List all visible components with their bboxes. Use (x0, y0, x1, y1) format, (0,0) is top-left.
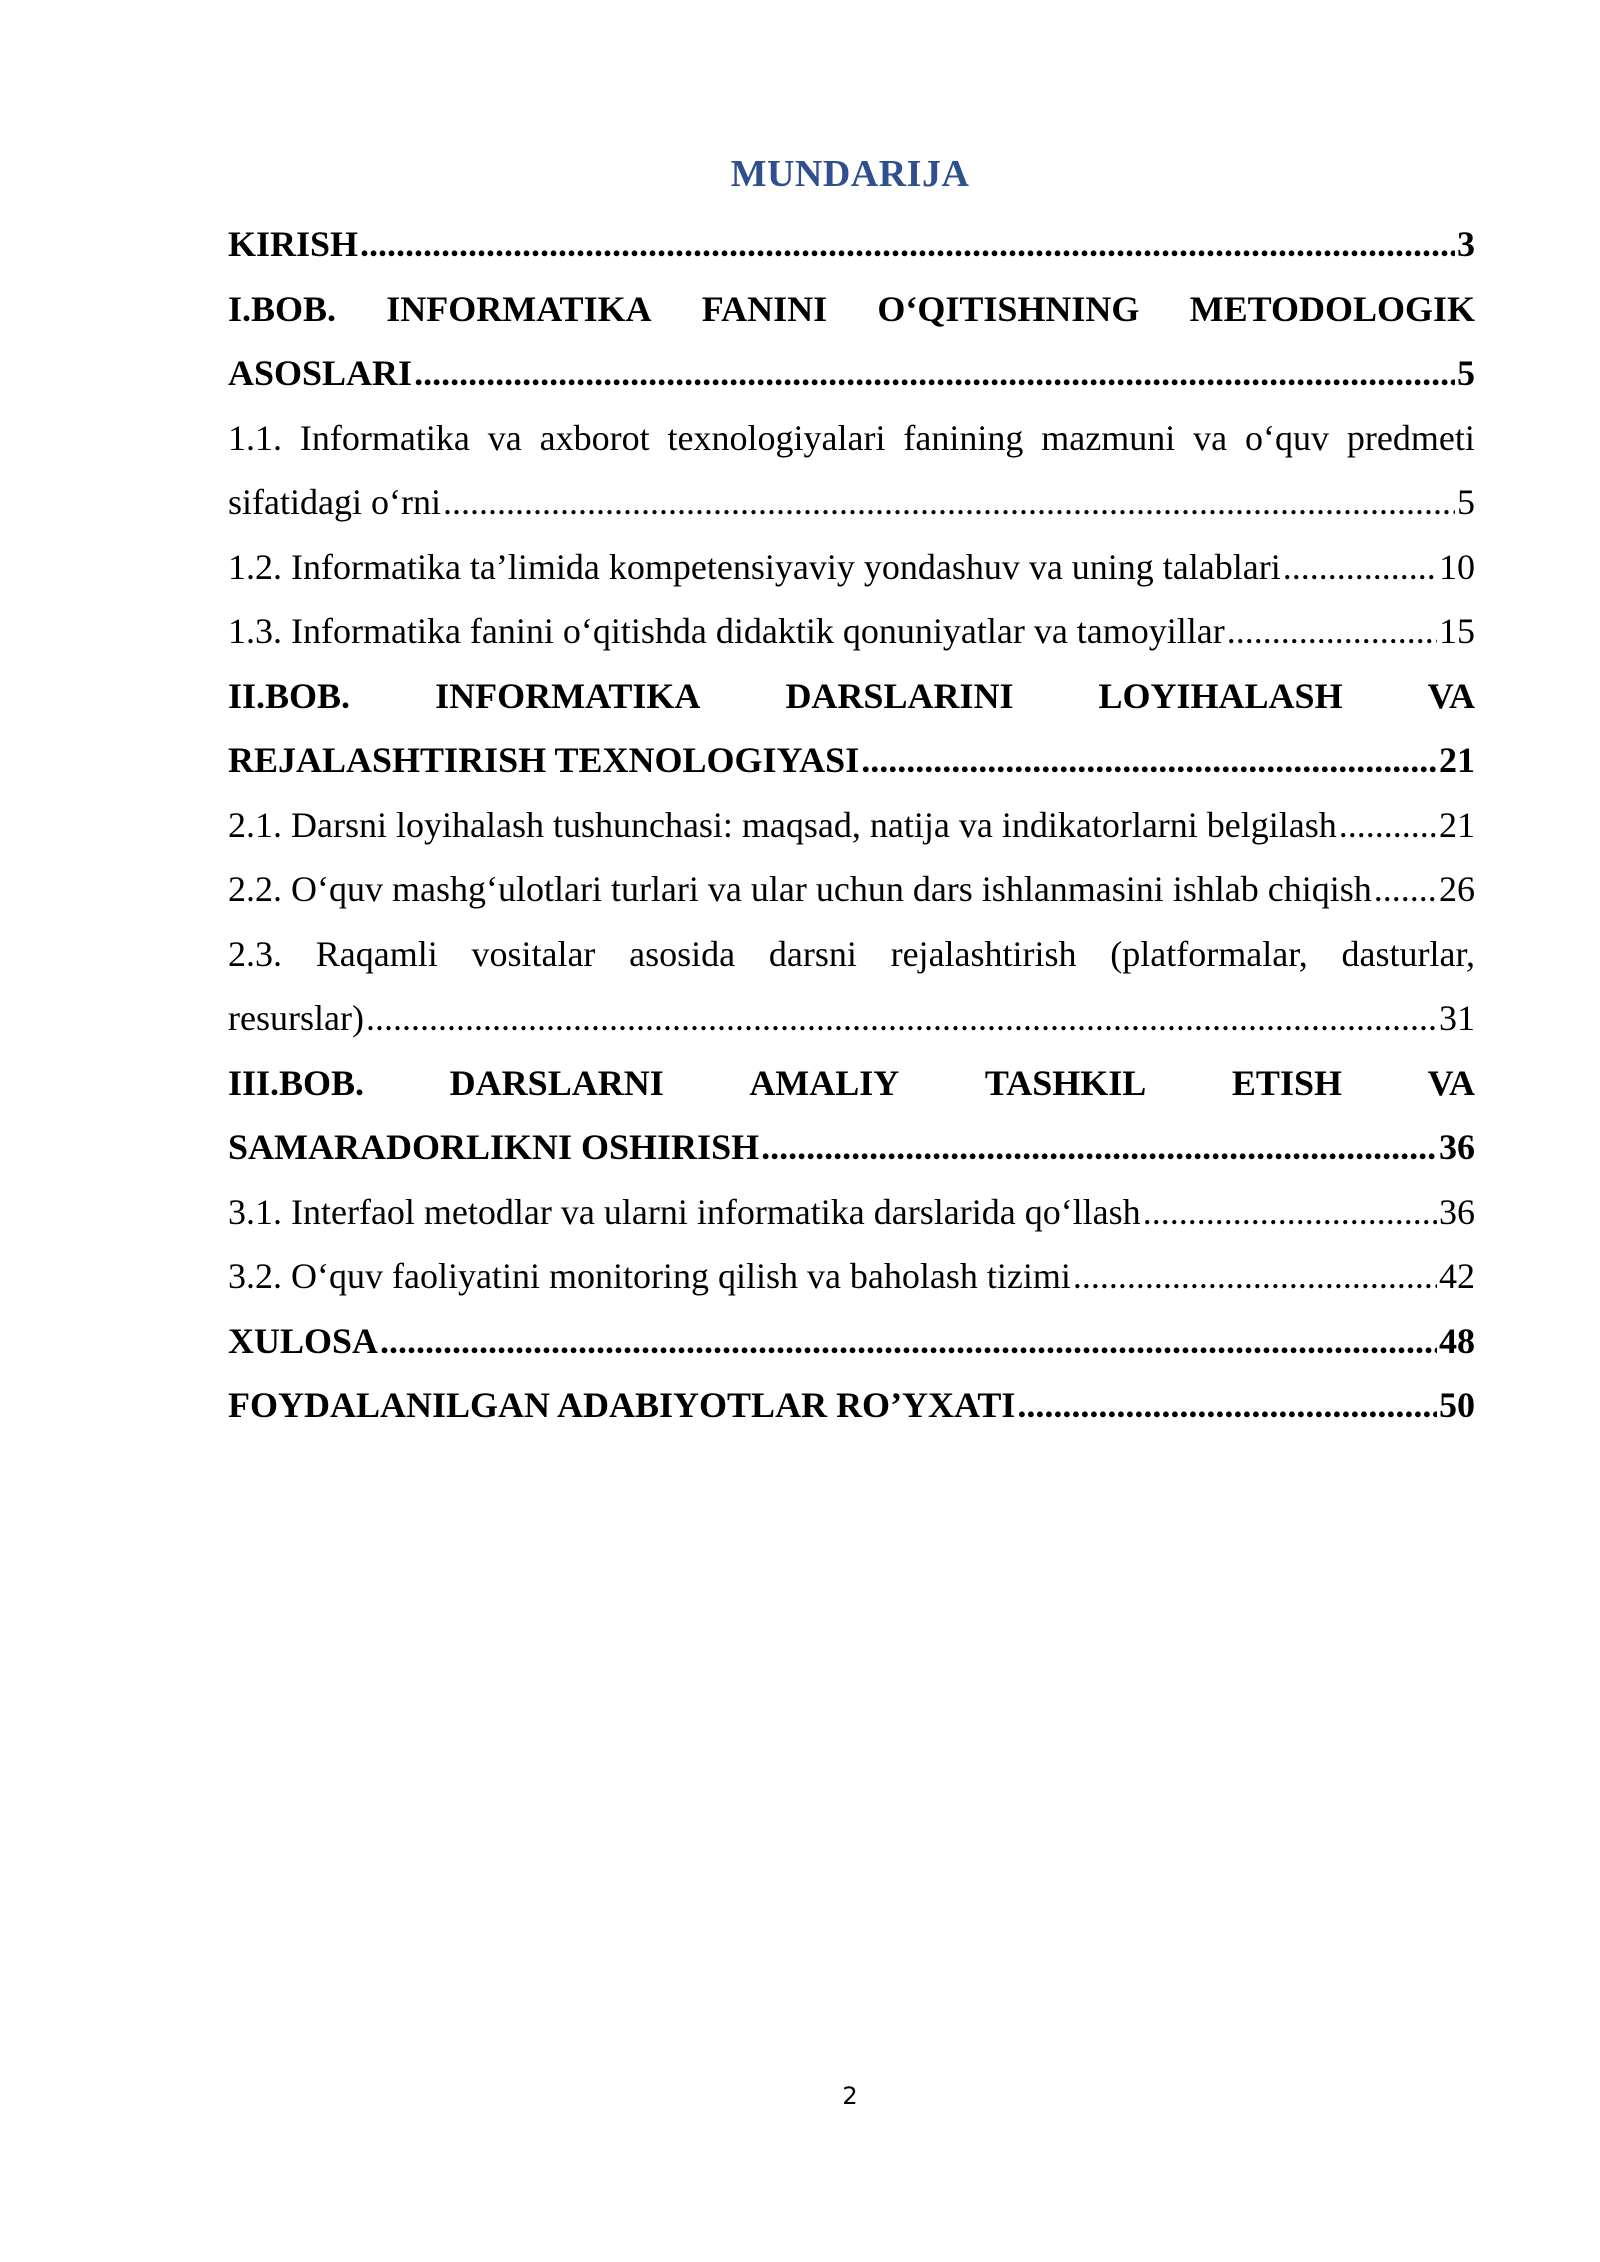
toc-entry-2-3[interactable] (228, 922, 1475, 1051)
toc-entry-label: 2.1. Darsni loyihalash tushunchasi: maqsad, natija va indikatorlarni belgilash (228, 804, 1337, 845)
toc-word: INFORMATIKA (435, 675, 701, 716)
toc-word: DARSLARINI (785, 675, 1014, 716)
dot-leader (414, 341, 1455, 406)
toc-word: INFORMATIKA (386, 288, 652, 329)
toc-entry-3-1[interactable] (228, 1180, 1475, 1245)
dot-leader (1073, 1244, 1437, 1309)
dot-leader (366, 986, 1437, 1051)
dot-leader (1017, 1373, 1437, 1438)
toc-entry-label: 2.2. O‘quv mashg‘ulotlari turlari va ular uchun dars ishlanmasini ishlab chiqish (228, 869, 1372, 909)
toc-entry-page: 5 (1457, 353, 1475, 393)
table-of-contents (228, 212, 1475, 1438)
toc-entry-xulosa[interactable] (228, 1309, 1475, 1374)
toc-word: LOYIHALASH (1098, 675, 1343, 716)
toc-entry-label: REJALASHTIRISH TEXNOLOGIYASI (228, 740, 860, 780)
toc-entry-page: 21 (1439, 740, 1475, 780)
toc-word: Informatika (299, 417, 470, 458)
toc-word: TASHKIL (984, 1062, 1147, 1103)
toc-entry-bob3[interactable] (228, 1051, 1475, 1180)
toc-word: mazmuni (1041, 417, 1176, 458)
toc-entry-1-1[interactable] (228, 406, 1475, 535)
toc-entry-bob1[interactable] (228, 277, 1475, 406)
toc-word: fanining (903, 417, 1024, 458)
page-number: 2 (842, 2082, 858, 2110)
toc-word: METODOLOGIK (1189, 288, 1475, 329)
toc-word: Raqamli (315, 933, 438, 974)
dot-leader (1374, 857, 1437, 922)
toc-entry-label: 1.2. Informatika ta’limida kompetensiyaviy yondashuv va uning talablari (228, 546, 1281, 587)
toc-entry-label: FOYDALANILGAN ADABIYOTLAR RO’YXATI (228, 1385, 1016, 1425)
toc-entry-label: KIRISH (228, 224, 359, 264)
toc-word: vositalar (471, 933, 596, 974)
toc-word: O‘QITISHNING (877, 288, 1140, 329)
dot-leader (761, 1115, 1437, 1180)
toc-entry-label: 1.3. Informatika fanini o‘qitishda didaktik qonuniyatlar va tamoyillar (228, 611, 1225, 651)
toc-word: 2.3. (228, 933, 282, 974)
toc-word: va (1193, 417, 1228, 458)
dot-leader (1227, 599, 1437, 664)
toc-word: 1.1. (228, 417, 282, 458)
toc-entry-page: 3 (1457, 224, 1475, 264)
toc-word: III.BOB. (228, 1062, 365, 1103)
toc-entry-page: 5 (1457, 482, 1475, 522)
toc-entry-page: 10 (1439, 546, 1475, 587)
toc-word: II.BOB. (228, 675, 351, 716)
toc-entry-label: SAMARADORLIKNI OSHIRISH (228, 1127, 760, 1167)
toc-entry-label: 3.2. O‘quv faoliyatini monitoring qilish va baholash tizimi (228, 1256, 1071, 1296)
toc-word: darsni (768, 933, 857, 974)
toc-entry-label: ASOSLARI (228, 353, 413, 393)
dot-leader (443, 470, 1455, 535)
toc-entry-label: XULOSA (228, 1320, 379, 1361)
toc-word: rejalashtirish (890, 933, 1077, 974)
toc-entry-adabiyotlar[interactable] (228, 1373, 1475, 1438)
toc-word: I.BOB. (228, 288, 337, 329)
toc-word: texnologiyalari (667, 417, 886, 458)
toc-entry-page: 48 (1439, 1320, 1475, 1361)
toc-word: o‘quv (1245, 417, 1330, 458)
toc-word: (platformalar, (1110, 933, 1308, 974)
toc-word: axborot (539, 417, 650, 458)
dot-leader (1339, 793, 1437, 858)
toc-entry-bob2[interactable] (228, 664, 1475, 793)
toc-entry-1-2[interactable] (228, 535, 1475, 600)
toc-word: VA (1427, 1062, 1475, 1103)
toc-entry-label: sifatidagi o‘rni (228, 482, 441, 522)
dot-leader (1283, 535, 1437, 600)
dot-leader (1143, 1180, 1437, 1245)
toc-entry-1-3[interactable] (228, 599, 1475, 664)
toc-word: ETISH (1231, 1062, 1342, 1103)
toc-word: predmeti (1346, 417, 1475, 458)
toc-word: VA (1427, 675, 1475, 716)
toc-word: dasturlar, (1341, 933, 1475, 974)
toc-entry-page: 42 (1439, 1256, 1475, 1296)
toc-entry-2-2[interactable] (228, 857, 1475, 922)
toc-word: AMALIY (749, 1062, 900, 1103)
dot-leader (360, 212, 1455, 277)
toc-word: DARSLARNI (449, 1062, 664, 1103)
toc-entry-page: 36 (1439, 1191, 1475, 1232)
toc-entry-3-2[interactable] (228, 1244, 1475, 1309)
toc-word: va (487, 417, 522, 458)
toc-entry-page: 21 (1439, 804, 1475, 845)
toc-entry-page: 26 (1439, 869, 1475, 909)
toc-entry-page: 36 (1439, 1127, 1475, 1167)
toc-entry-label: resurslar) (228, 998, 364, 1038)
toc-entry-kirish[interactable] (228, 212, 1475, 277)
dot-leader (380, 1309, 1437, 1374)
toc-entry-2-1[interactable] (228, 793, 1475, 858)
toc-entry-label: 3.1. Interfaol metodlar va ularni informatika darslarida qo‘llash (228, 1191, 1141, 1232)
toc-entry-page: 31 (1439, 998, 1475, 1038)
toc-entry-page: 50 (1439, 1385, 1475, 1425)
toc-entry-page: 15 (1439, 611, 1475, 651)
toc-word: asosida (629, 933, 736, 974)
dot-leader (861, 728, 1437, 793)
toc-title: MUNDARIJA (730, 153, 970, 195)
toc-word: FANINI (701, 288, 828, 329)
